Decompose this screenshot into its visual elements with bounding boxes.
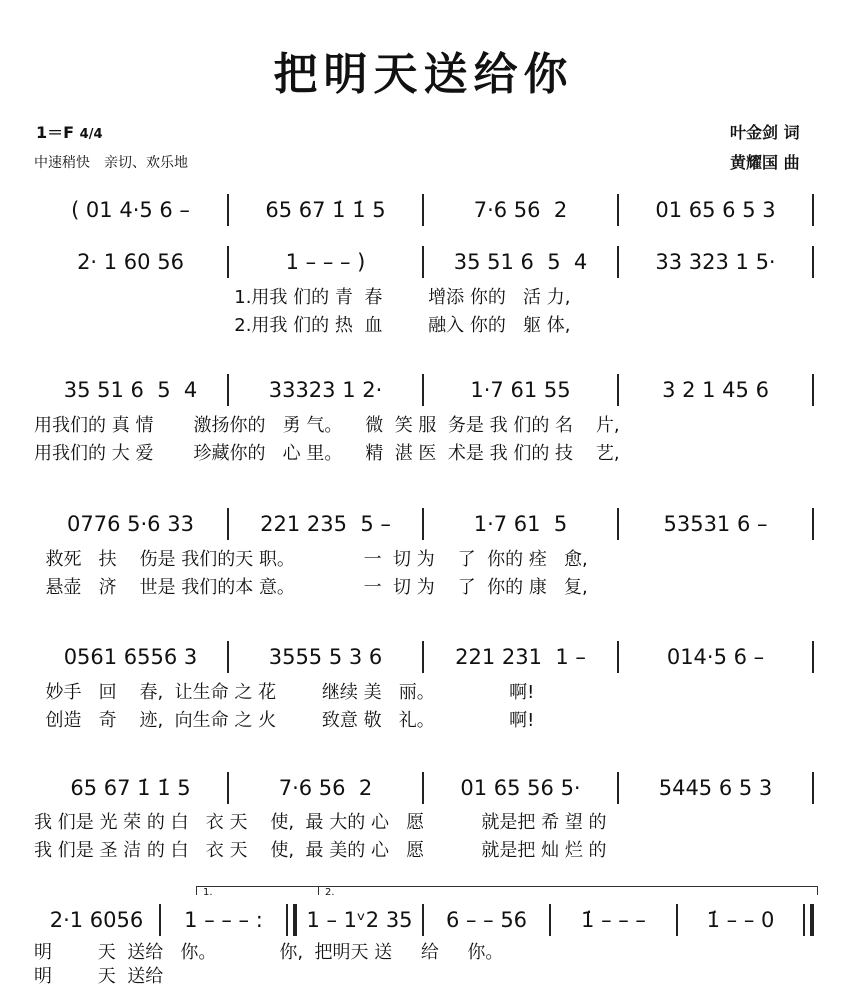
measure: 01 65 56 5· bbox=[460, 776, 581, 800]
lyric-line: 创造 奇 迹, 向生命 之 火 致意 敬 礼。 啊! bbox=[34, 710, 535, 731]
lyric-line: 2.用我 们的 热 血 融入 你的 躯 体, bbox=[34, 315, 571, 336]
key-signature bbox=[36, 120, 103, 143]
bar-line bbox=[812, 508, 814, 540]
measure: 35 51 6 5 4 bbox=[453, 250, 588, 274]
measure: ( 01 4·5 6 – bbox=[71, 198, 190, 222]
time-signature: 4/4 bbox=[79, 127, 103, 142]
staff-row bbox=[34, 640, 814, 674]
lyricist: 叶金剑 词 bbox=[730, 123, 800, 142]
measure: 0776 5·6 33 bbox=[67, 512, 194, 536]
measure: 1 – – – ) bbox=[285, 250, 366, 274]
tempo-marking: 中速稍快 亲切、欢乐地 bbox=[34, 155, 188, 171]
measure: 01 65 6 5 3 bbox=[655, 198, 776, 222]
measure: 33323 1 2· bbox=[268, 378, 383, 402]
measure: 221 235 5 – bbox=[260, 512, 391, 536]
bar-line bbox=[812, 374, 814, 406]
lyric-line: 1.用我 们的 青 春 增添 你的 活 力, bbox=[34, 287, 571, 308]
bar-line bbox=[812, 194, 814, 226]
bar-line bbox=[812, 641, 814, 673]
staff-row bbox=[34, 245, 814, 279]
staff-row bbox=[34, 771, 814, 805]
measure: 65 67 1̇ 1̇ 5 bbox=[265, 198, 386, 222]
lyric-line: 用我们的 真 情 激扬你的 勇 气。 微 笑 服 务是 我 们的 名 片, bbox=[34, 415, 620, 436]
measure: 014·5 6 – bbox=[666, 645, 765, 669]
bar-line bbox=[812, 246, 814, 278]
measure: 2·1 6056 bbox=[49, 908, 144, 932]
staff-row bbox=[34, 373, 814, 407]
lyric-line: 明 天 送给 你。 你, 把明天 送 给 你。 bbox=[34, 942, 504, 963]
measure: 0561 6556 3 bbox=[63, 645, 198, 669]
bar-line bbox=[286, 904, 297, 936]
measure: 7·6 56 2 bbox=[278, 776, 373, 800]
song-title: 把明天送给你 bbox=[273, 49, 574, 100]
measure: 33 323 1 5· bbox=[655, 250, 776, 274]
measure: 3555 5 3 6 bbox=[268, 645, 383, 669]
measure: 53531 6 – bbox=[663, 512, 768, 536]
measure: 7·6 56 2 bbox=[473, 198, 568, 222]
staff-row bbox=[34, 903, 814, 937]
measure: 1 – 1ᵛ2 35 bbox=[306, 908, 413, 932]
bar-line bbox=[812, 772, 814, 804]
measure: 1̇ – – 0 bbox=[706, 908, 775, 932]
measure: 5445 6 5 3 bbox=[658, 776, 773, 800]
volta-1: 1. bbox=[196, 886, 321, 895]
measure: 221 231 1 – bbox=[455, 645, 586, 669]
composer: 黄耀国 曲 bbox=[730, 153, 800, 172]
measure: 1·7 61 5 bbox=[473, 512, 568, 536]
measure: 35 51 6 5 4 bbox=[63, 378, 198, 402]
measure: 3 2 1 45 6 bbox=[662, 378, 769, 402]
measure: 1 – – – : bbox=[184, 908, 263, 932]
measure: 1·7 61 55 bbox=[470, 378, 571, 402]
lyric-line: 我 们是 光 荣 的 白 衣 天 使, 最 大的 心 愿 就是把 希 望 的 bbox=[34, 812, 607, 833]
lyric-line: 我 们是 圣 洁 的 白 衣 天 使, 最 美的 心 愿 就是把 灿 烂 的 bbox=[34, 840, 607, 861]
measure: 6 – – 56 bbox=[445, 908, 528, 932]
measure: 1̇ – – – bbox=[581, 908, 646, 932]
lyric-line: 用我们的 大 爱 珍藏你的 心 里。 精 湛 医 术是 我 们的 技 艺, bbox=[34, 443, 620, 464]
measure: 2· 1 60 56 bbox=[77, 250, 184, 274]
lyric-line: 明 天 送给 bbox=[34, 966, 164, 987]
bar-line bbox=[803, 904, 814, 936]
lyric-line: 妙手 回 春, 让生命 之 花 继续 美 丽。 啊! bbox=[34, 682, 535, 703]
volta-2: 2. bbox=[318, 886, 818, 895]
staff-row bbox=[34, 193, 814, 227]
staff-row bbox=[34, 507, 814, 541]
lyric-line: 悬壶 济 世是 我们的本 意。 一 切 为 了 你的 康 复, bbox=[34, 577, 588, 598]
measure: 65 67 1̇ 1̇ 5 bbox=[70, 776, 191, 800]
lyric-line: 救死 扶 伤是 我们的天 职。 一 切 为 了 你的 痊 愈, bbox=[34, 549, 588, 570]
key: 1＝F bbox=[36, 123, 75, 142]
